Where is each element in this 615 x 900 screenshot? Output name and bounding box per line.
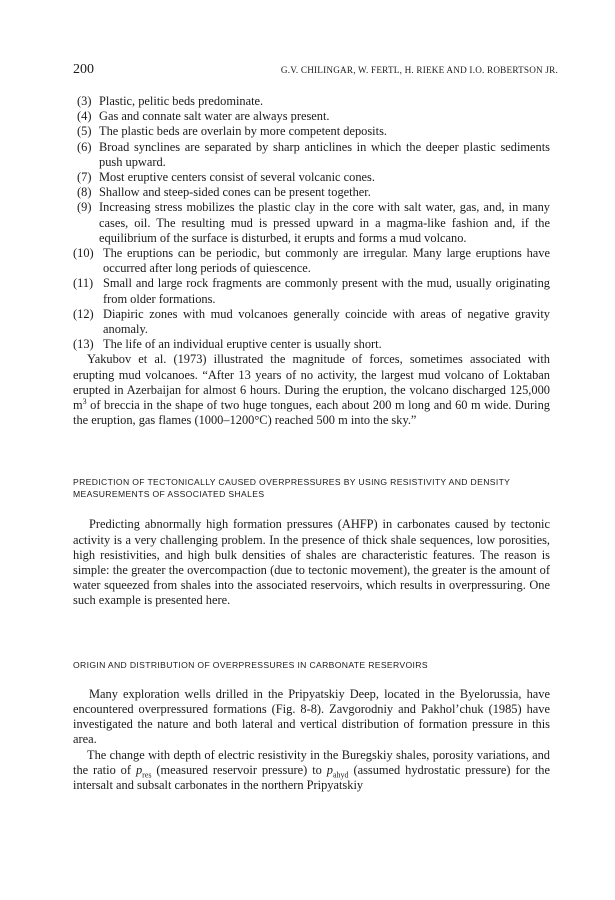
list-item-number: (13) <box>73 337 94 352</box>
cubic-superscript: 3 <box>82 396 87 406</box>
p-hyd-symbol: p <box>326 762 333 777</box>
list-item-text: Gas and connate salt water are always present. <box>99 109 330 124</box>
list-item-number: (5) <box>77 124 92 139</box>
list-item-text: Increasing stress mobilizes the plastic clay in the core with salt water, gas, and, in many cases, oil. The resulting mud is pressed upward in a magma-like fashion and, if the equilibrium of the surface is disturbed, it erupts and forms a mud volcano. <box>99 200 550 245</box>
list-item <box>73 246 550 276</box>
list-item-number: (7) <box>77 170 92 185</box>
list-item-text: The eruptions can be periodic, but commonly are irregular. Many large eruptions have occurred after long periods of quiescence. <box>103 246 550 276</box>
list-item-number: (12) <box>73 306 94 321</box>
body-text <box>73 94 550 793</box>
section-heading-prediction: PREDICTION OF TECTONICALLY CAUSED OVERPRESSURES BY USING RESISTIVITY AND DENSITY MEASUREMENTS OF ASSOCIATED SHALES <box>73 477 511 500</box>
list-item <box>73 124 550 139</box>
list-item <box>73 94 550 109</box>
list-item-number: (10) <box>73 246 94 261</box>
section-heading-origin: ORIGIN AND DISTRIBUTION OF OVERPRESSURES IN CARBONATE RESERVOIRS <box>73 659 428 670</box>
list-item-number: (6) <box>77 139 92 154</box>
list-item-text: Small and large rock fragments are commonly present with the mud, usually originating from older formations. <box>103 276 550 306</box>
running-head <box>73 62 558 80</box>
list-item-text: Diapiric zones with mud volcanoes generally coincide with areas of negative gravity anomaly. <box>103 306 550 337</box>
list-item <box>73 307 550 337</box>
list-item <box>73 170 550 185</box>
list-item-number: (8) <box>77 185 92 200</box>
yakubov-paragraph <box>73 352 550 428</box>
page-number: 200 <box>73 62 94 77</box>
list-item <box>73 185 550 200</box>
list-item <box>73 109 550 124</box>
origin-paragraph-2 <box>73 748 550 794</box>
list-item-number: (11) <box>73 276 94 291</box>
list-item-text: Plastic, pelitic beds predominate. <box>99 94 264 108</box>
origin-paragraph-1: Many exploration wells drilled in the Pripyatskiy Deep, located in the Byelorussia, have encountered overpressured formations (Fig. 8-8). Zavgorodniy and Pakhol’chuk (1985) have investigated the nature and both lateral and vertical distribution of formation pressure in this area. <box>73 686 550 747</box>
list-item-text: Shallow and steep-sided cones can be present together. <box>99 185 371 200</box>
list-item-number: (3) <box>77 94 92 108</box>
list-item-text: Broad synclines are separated by sharp anticlines in which the deeper plastic sediments push upward. <box>99 139 550 169</box>
list-item <box>73 337 550 352</box>
prediction-paragraph: Predicting abnormally high formation pressures (AHFP) in carbonates caused by tectonic activity is a very challenging problem. In the presence of thick shale sequences, low porosities, high resistivities, and high bulk densities of shales are characteristic features. The reason is simple: the greater the overcompaction (due to tectonic movement), the greater is the amount of water squeezed from shales into the associated reservoirs, which results in overpressuring. One such example is presented here. <box>73 517 550 608</box>
p-hyd-subscript: ahyd <box>332 770 349 780</box>
numbered-list <box>73 94 550 352</box>
list-item-text: Most eruptive centers consist of several volcanic cones. <box>99 170 375 185</box>
p-res-symbol: p <box>135 762 143 777</box>
list-item <box>73 200 550 246</box>
list-item <box>73 276 550 306</box>
yakubov-text-1: Yakubov et al. (1973) illustrated the magnitude of forces, sometimes associated with erupting mud volcanoes. “After 13 years of no activity, the largest mud volcano of Loktaban erupted in Azerbaijan for almost 6 hours. During the eruption, the volcano discharged 125,000 m <box>73 352 550 413</box>
yakubov-text-2: of breccia in the shape of two huge tongues, each about 200 m long and 60 m wide. During the eruption, gas flames (1000–1200°C) reached 500 m into the sky.” <box>73 398 550 428</box>
list-item-text: The plastic beds are overlain by more competent deposits. <box>99 124 387 139</box>
origin-text-a: The change with depth of electric resistivity in the Buregskiy shales, porosity variations, and the ratio of <box>73 747 550 777</box>
origin-text-b: (measured reservoir pressure) to <box>151 762 327 777</box>
list-item <box>73 140 550 170</box>
origin-text-c: (assumed hydrostatic pressure) for the intersalt and subsalt carbonates in the northern Pripyatskiy <box>73 762 550 792</box>
list-item-number: (4) <box>77 109 92 124</box>
list-item-number: (9) <box>77 200 92 215</box>
running-authors: G.V. CHILINGAR, W. FERTL, H. RIEKE AND I.O. ROBERTSON JR. <box>280 65 558 75</box>
p-res-subscript: res <box>142 770 152 780</box>
list-item-text: The life of an individual eruptive center is usually short. <box>103 337 382 352</box>
